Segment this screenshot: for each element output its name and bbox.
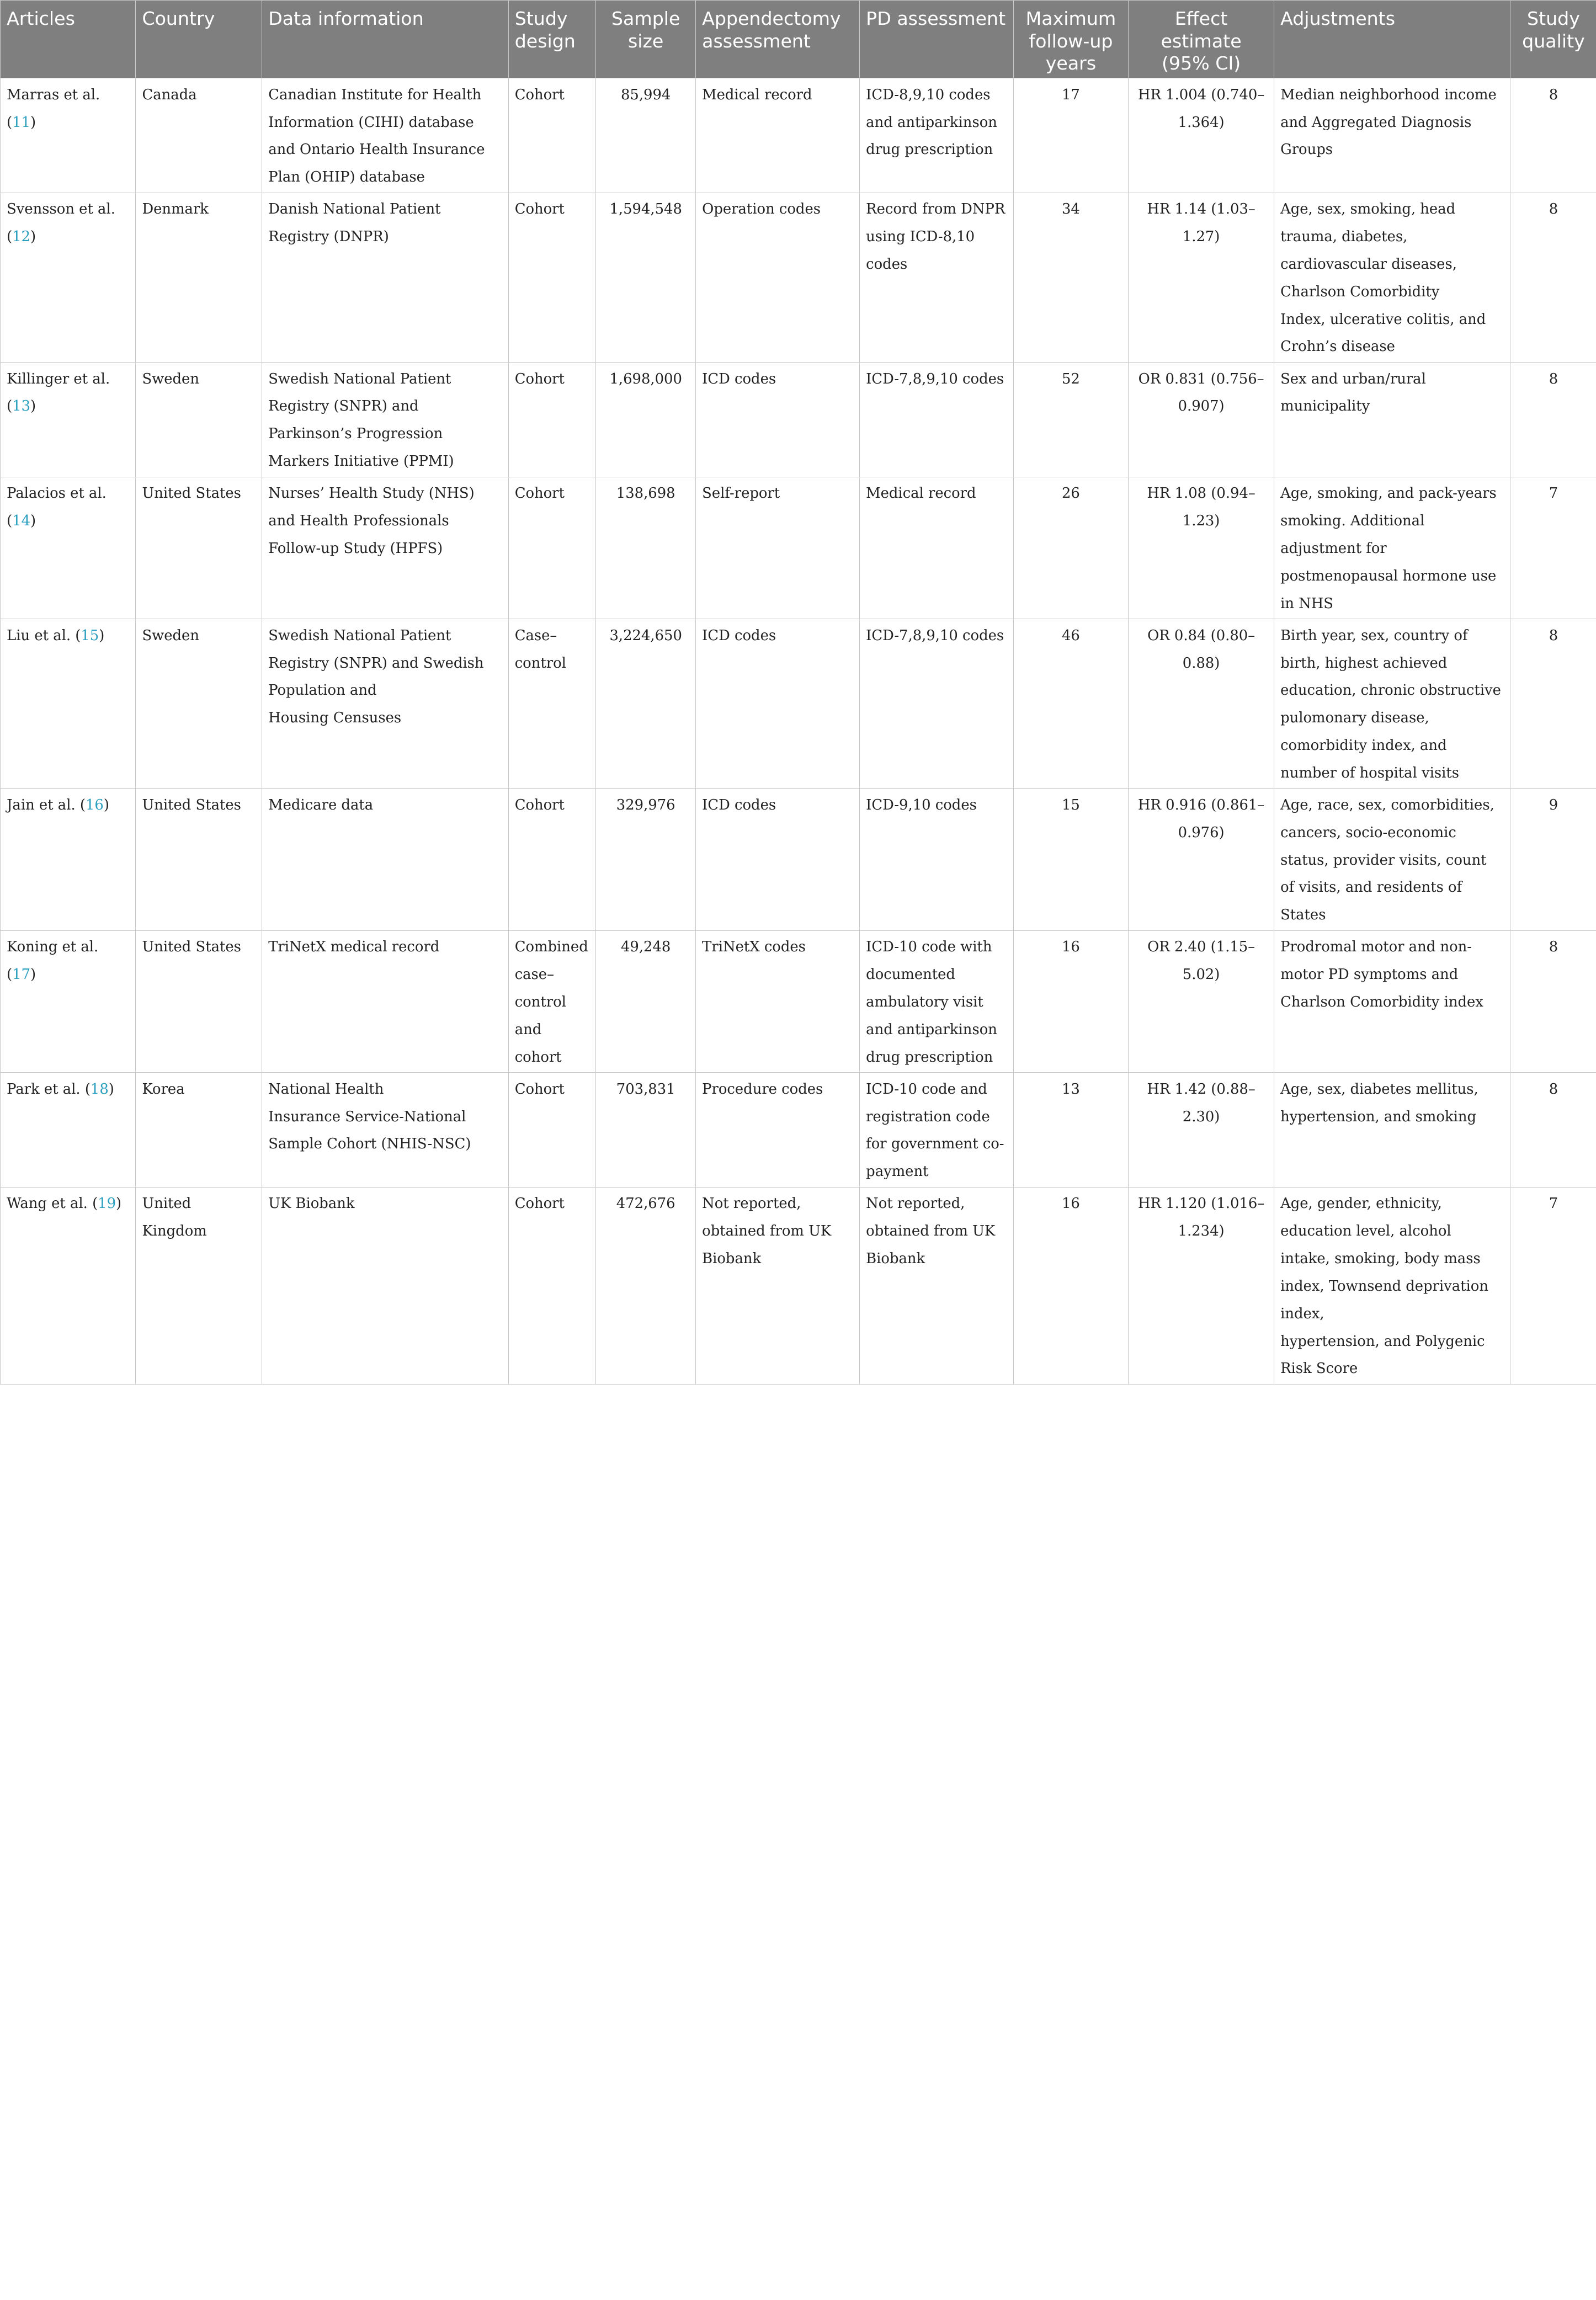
cell-appendectomy-assessment: ICD codes — [696, 789, 860, 930]
cell-study-quality: 8 — [1510, 78, 1596, 193]
cell-country: United States — [136, 930, 262, 1072]
article-author: Killinger et al. ( — [7, 371, 110, 415]
article-paren: ) — [30, 228, 36, 245]
cell-study-design: Cohort — [508, 477, 596, 619]
cell-study-quality: 8 — [1510, 930, 1596, 1072]
cell-appendectomy-assessment: TriNetX codes — [696, 930, 860, 1072]
cell-study-design: Case–control — [508, 619, 596, 789]
cell-pd-assessment: Not reported, obtained from UK Biobank — [860, 1187, 1014, 1384]
cell-appendectomy-assessment: Procedure codes — [696, 1073, 860, 1188]
article-author: Wang et al. ( — [7, 1195, 98, 1212]
cell-effect-estimate: HR 1.08 (0.94–1.23) — [1129, 477, 1274, 619]
article-paren: ) — [30, 513, 36, 529]
cell-country: Sweden — [136, 619, 262, 789]
table-body — [1, 78, 1596, 1385]
article-paren: ) — [30, 398, 36, 414]
cell-adjustments — [1274, 619, 1510, 789]
cell-study-design: Cohort — [508, 789, 596, 930]
table-row — [1, 789, 1596, 930]
reference-link[interactable]: 19 — [98, 1195, 116, 1212]
article-author: Marras et al. ( — [7, 87, 100, 131]
cell-adjustments-line: Age, race, sex, comorbidities, cancers, socio-economic status, provider visits, count of visits, and residents of States — [1280, 792, 1504, 929]
cell-data-information — [262, 1073, 508, 1188]
cell-country: Canada — [136, 78, 262, 193]
cell-effect-estimate: HR 1.120 (1.016–1.234) — [1129, 1187, 1274, 1384]
cell-pd-assessment: Record from DNPR using ICD-8,10 codes — [860, 193, 1014, 362]
header-adjustments: Adjustments — [1274, 1, 1510, 78]
cell-article — [1, 1073, 136, 1188]
cell-adjustments — [1274, 1073, 1510, 1188]
cell-data-information-line: Insurance Service-National Sample Cohort (NHIS-NSC) — [268, 1104, 502, 1159]
table-row — [1, 930, 1596, 1072]
reference-link[interactable]: 16 — [86, 797, 104, 813]
cell-adjustments-line: Median neighborhood income and Aggregated Diagnosis Groups — [1280, 82, 1504, 164]
cell-sample-size: 1,698,000 — [596, 363, 696, 477]
reference-link[interactable]: 17 — [12, 966, 30, 983]
cell-study-design: Combined case–control and cohort — [508, 930, 596, 1072]
cell-adjustments-line: Birth year, sex, country of birth, highest achieved — [1280, 622, 1504, 678]
cell-study-design: Cohort — [508, 363, 596, 477]
cell-study-quality: 8 — [1510, 1073, 1596, 1188]
cell-adjustments-line: hypertension, and Polygenic Risk Score — [1280, 1328, 1504, 1383]
reference-link[interactable]: 18 — [91, 1081, 109, 1098]
cell-effect-estimate: OR 0.831 (0.756–0.907) — [1129, 363, 1274, 477]
article-author: Svensson et al. ( — [7, 201, 115, 245]
cell-pd-assessment: ICD-7,8,9,10 codes — [860, 619, 1014, 789]
cell-adjustments — [1274, 930, 1510, 1072]
cell-adjustments-line: education, chronic obstructive pulomonary disease, comorbidity index, and number of hospital visits — [1280, 677, 1504, 787]
article-paren: ) — [109, 1081, 114, 1098]
cell-adjustments — [1274, 363, 1510, 477]
article-author: Liu et al. ( — [7, 627, 81, 644]
cell-data-information — [262, 78, 508, 193]
cell-study-quality: 7 — [1510, 477, 1596, 619]
article-author: Palacios et al. ( — [7, 485, 107, 529]
table-row — [1, 477, 1596, 619]
article-paren: ) — [30, 966, 36, 983]
article-author: Park et al. ( — [7, 1081, 91, 1098]
cell-sample-size: 138,698 — [596, 477, 696, 619]
cell-country: United Kingdom — [136, 1187, 262, 1384]
cell-sample-size: 85,994 — [596, 78, 696, 193]
cell-adjustments — [1274, 477, 1510, 619]
cell-effect-estimate: HR 1.004 (0.740–1.364) — [1129, 78, 1274, 193]
cell-follow-up-years: 16 — [1013, 930, 1128, 1072]
cell-adjustments-line: Age, smoking, and pack-years smoking. Additional adjustment for postmenopausal hormone use in NHS — [1280, 480, 1504, 617]
cell-adjustments-line: Prodromal motor and non-motor PD symptoms and Charlson Comorbidity index — [1280, 934, 1504, 1016]
cell-article — [1, 193, 136, 362]
cell-follow-up-years: 26 — [1013, 477, 1128, 619]
reference-link[interactable]: 13 — [12, 398, 30, 414]
cell-adjustments — [1274, 78, 1510, 193]
cell-pd-assessment: Medical record — [860, 477, 1014, 619]
header-row — [1, 1, 1596, 78]
cell-data-information — [262, 363, 508, 477]
cell-data-information-line: TriNetX medical record — [268, 934, 502, 961]
cell-article — [1, 477, 136, 619]
cell-appendectomy-assessment: ICD codes — [696, 363, 860, 477]
article-paren: ) — [104, 797, 109, 813]
cell-article — [1, 78, 136, 193]
header-sample-size: Sample size — [596, 1, 696, 78]
cell-article — [1, 363, 136, 477]
article-author: Jain et al. ( — [7, 797, 86, 813]
cell-data-information — [262, 619, 508, 789]
cell-adjustments-line: Age, gender, ethnicity, education level, alcohol intake, smoking, body mass index, Townsend deprivation index, — [1280, 1190, 1504, 1328]
table-row — [1, 78, 1596, 193]
cell-follow-up-years: 13 — [1013, 1073, 1128, 1188]
cell-effect-estimate: OR 2.40 (1.15–5.02) — [1129, 930, 1274, 1072]
cell-country: Denmark — [136, 193, 262, 362]
cell-pd-assessment: ICD-8,9,10 codes and antiparkinson drug prescription — [860, 78, 1014, 193]
cell-country: United States — [136, 789, 262, 930]
cell-data-information-line: UK Biobank — [268, 1190, 502, 1218]
cell-study-quality: 7 — [1510, 1187, 1596, 1384]
cell-data-information-line: Swedish National Patient Registry (SNPR) and Swedish Population and — [268, 622, 502, 705]
cell-data-information-line: Canadian Institute for Health Information (CIHI) database and Ontario Health Insurance Plan (OHIP) database — [268, 82, 502, 191]
table-row — [1, 193, 1596, 362]
header-articles: Articles — [1, 1, 136, 78]
cell-effect-estimate: HR 1.14 (1.03–1.27) — [1129, 193, 1274, 362]
cell-article — [1, 619, 136, 789]
table-row — [1, 363, 1596, 477]
cell-pd-assessment: ICD-9,10 codes — [860, 789, 1014, 930]
cell-data-information — [262, 930, 508, 1072]
header-country: Country — [136, 1, 262, 78]
table-row — [1, 1073, 1596, 1188]
cell-appendectomy-assessment: Operation codes — [696, 193, 860, 362]
cell-adjustments — [1274, 1187, 1510, 1384]
cell-country: United States — [136, 477, 262, 619]
cell-pd-assessment: ICD-7,8,9,10 codes — [860, 363, 1014, 477]
reference-link[interactable]: 15 — [81, 627, 99, 644]
cell-country: Korea — [136, 1073, 262, 1188]
cell-follow-up-years: 16 — [1013, 1187, 1128, 1384]
cell-study-quality: 8 — [1510, 363, 1596, 477]
article-paren: ) — [99, 627, 104, 644]
cell-data-information-line: Medicare data — [268, 792, 502, 819]
cell-appendectomy-assessment: ICD codes — [696, 619, 860, 789]
cell-article — [1, 1187, 136, 1384]
cell-study-design: Cohort — [508, 1187, 596, 1384]
article-paren: ) — [30, 114, 36, 131]
cell-effect-estimate: HR 0.916 (0.861–0.976) — [1129, 789, 1274, 930]
reference-link[interactable]: 12 — [12, 228, 30, 245]
article-author: Koning et al. ( — [7, 939, 98, 983]
cell-data-information — [262, 789, 508, 930]
cell-adjustments-line: Age, sex, diabetes mellitus, hypertension, and smoking — [1280, 1076, 1504, 1131]
cell-effect-estimate: HR 1.42 (0.88–2.30) — [1129, 1073, 1274, 1188]
cell-appendectomy-assessment: Medical record — [696, 78, 860, 193]
cell-adjustments — [1274, 789, 1510, 930]
cell-study-quality: 8 — [1510, 193, 1596, 362]
article-paren: ) — [116, 1195, 121, 1212]
cell-adjustments-line: Sex and urban/rural municipality — [1280, 366, 1504, 421]
cell-article — [1, 789, 136, 930]
header-appendectomy-assessment: Appendectomy assessment — [696, 1, 860, 78]
header-study-quality: Study quality — [1510, 1, 1596, 78]
table-row — [1, 619, 1596, 789]
cell-study-design: Cohort — [508, 1073, 596, 1188]
cell-adjustments — [1274, 193, 1510, 362]
cell-adjustments-line: Index, ulcerative colitis, and Crohn’s disease — [1280, 306, 1504, 361]
header-effect-estimate: Effect estimate (95% CI) — [1129, 1, 1274, 78]
reference-link[interactable]: 11 — [12, 114, 30, 131]
cell-country: Sweden — [136, 363, 262, 477]
cell-sample-size: 49,248 — [596, 930, 696, 1072]
cell-data-information-line: Nurses’ Health Study (NHS) and Health Professionals Follow-up Study (HPFS) — [268, 480, 502, 562]
cell-data-information — [262, 193, 508, 362]
cell-data-information-line: Housing Censuses — [268, 705, 502, 732]
cell-data-information — [262, 1187, 508, 1384]
cell-data-information-line: National Health — [268, 1076, 502, 1104]
cell-sample-size: 472,676 — [596, 1187, 696, 1384]
cell-study-design: Cohort — [508, 193, 596, 362]
cell-pd-assessment: ICD-10 code with documented ambulatory visit and antiparkinson drug prescription — [860, 930, 1014, 1072]
cell-data-information-line: Danish National Patient Registry (DNPR) — [268, 196, 502, 251]
header-study-design: Study design — [508, 1, 596, 78]
cell-sample-size: 329,976 — [596, 789, 696, 930]
cell-follow-up-years: 17 — [1013, 78, 1128, 193]
cell-appendectomy-assessment: Self-report — [696, 477, 860, 619]
cell-adjustments-line: Age, sex, smoking, head trauma, diabetes, cardiovascular diseases, Charlson Comorbidity — [1280, 196, 1504, 306]
cell-follow-up-years: 15 — [1013, 789, 1128, 930]
cell-follow-up-years: 52 — [1013, 363, 1128, 477]
header-maximum-follow-up: Maximum follow-up years — [1013, 1, 1128, 78]
cell-sample-size: 3,224,650 — [596, 619, 696, 789]
cell-study-quality: 9 — [1510, 789, 1596, 930]
cell-study-quality: 8 — [1510, 619, 1596, 789]
header-data-information: Data information — [262, 1, 508, 78]
cell-appendectomy-assessment: Not reported, obtained from UK Biobank — [696, 1187, 860, 1384]
cell-pd-assessment: ICD-10 code and registration code for government co-payment — [860, 1073, 1014, 1188]
table-row — [1, 1187, 1596, 1384]
cell-sample-size: 703,831 — [596, 1073, 696, 1188]
cell-follow-up-years: 46 — [1013, 619, 1128, 789]
reference-link[interactable]: 14 — [12, 513, 30, 529]
cell-study-design: Cohort — [508, 78, 596, 193]
cell-effect-estimate: OR 0.84 (0.80–0.88) — [1129, 619, 1274, 789]
cell-sample-size: 1,594,548 — [596, 193, 696, 362]
header-pd-assessment: PD assessment — [860, 1, 1014, 78]
cell-data-information-line: Swedish National Patient Registry (SNPR) and Parkinson’s Progression Markers Initiative (PPMI) — [268, 366, 502, 476]
cell-data-information — [262, 477, 508, 619]
cell-follow-up-years: 34 — [1013, 193, 1128, 362]
cell-article — [1, 930, 136, 1072]
